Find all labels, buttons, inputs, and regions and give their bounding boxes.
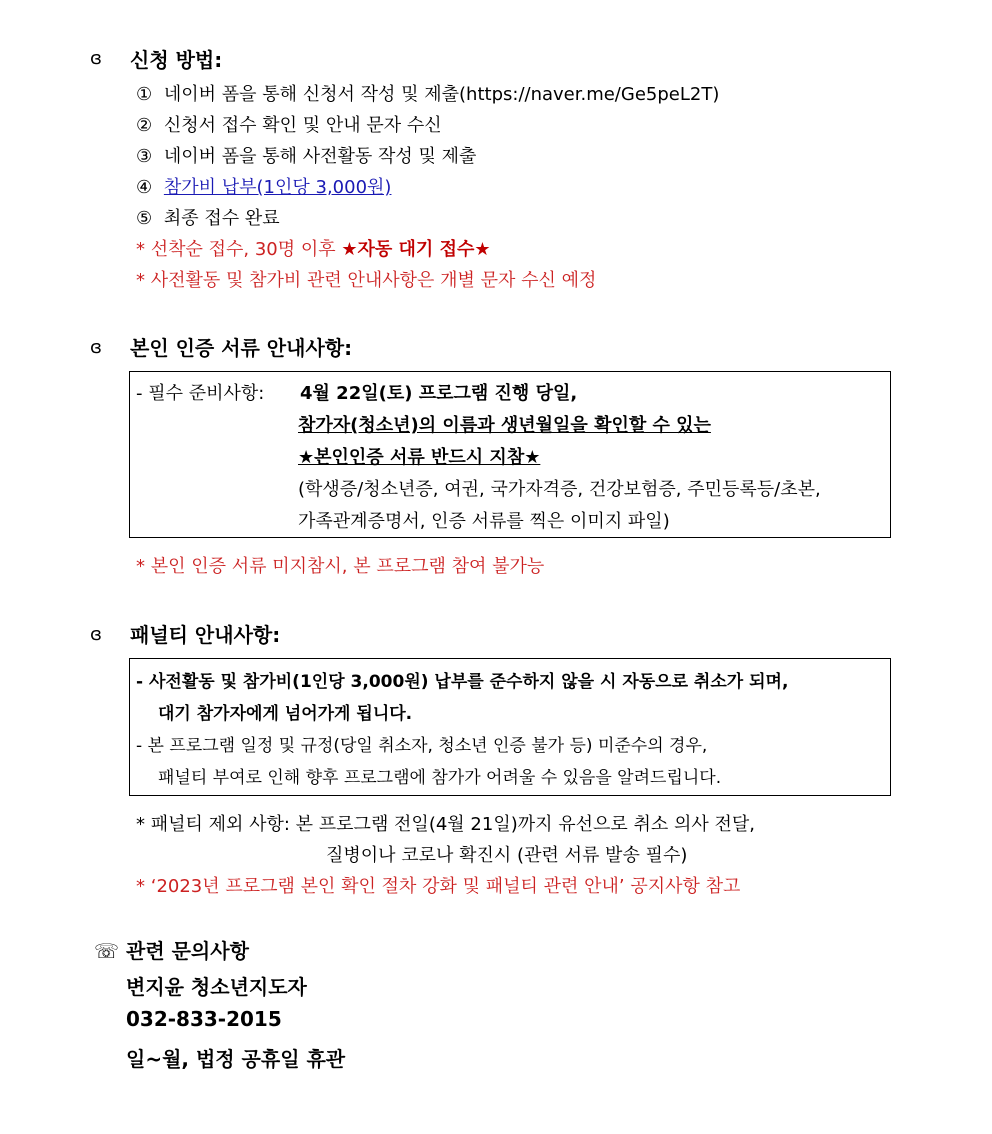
penalty-exception-note: * 패널티 제외 사항: 본 프로그램 전일(4월 21일)까지 유선으로 취소 의사 전달, <box>136 814 755 835</box>
contact-heading: 관련 문의사항 <box>126 939 249 963</box>
step-text: 신청서 접수 확인 및 안내 문자 수신 <box>163 115 442 136</box>
auto-waitlist-emphasis: ★자동 대기 접수★ <box>341 239 491 260</box>
contact-hours: 일~월, 법정 공휴일 휴관 <box>126 1047 346 1071</box>
step-number: ⑤ <box>136 208 153 229</box>
section-bullet-icon: ɞ <box>90 48 102 69</box>
apply-step-1 <box>136 80 719 106</box>
fee-payment-link[interactable]: 참가비 납부(1인당 3,000원) <box>163 177 392 198</box>
step-number: ③ <box>136 146 153 167</box>
contact-phone: 032-833-2015 <box>126 1007 282 1031</box>
apply-note-sms: * 사전활동 및 참가비 관련 안내사항은 개별 문자 수신 예정 <box>136 270 597 291</box>
id-docs-line-must-bring: ★본인인증 서류 반드시 지참★ <box>298 447 541 468</box>
id-heading: 본인 인증 서류 안내사항: <box>130 336 353 360</box>
penalty-heading: 패널티 안내사항: <box>130 623 281 647</box>
section-bullet-icon: ɞ <box>90 337 102 358</box>
penalty-line-2: 대기 참가자에게 넘어가게 됩니다. <box>158 704 413 724</box>
step-text: 네이버 폼을 통해 사전활동 작성 및 제출 <box>163 146 477 167</box>
penalty-line-3: - 본 프로그램 일정 및 규정(당일 취소자, 청소년 인증 불가 등) 미준수의 경우, <box>136 736 708 756</box>
penalty-notice-reference: * ‘2023년 프로그램 본인 확인 절차 강화 및 패널티 관련 안내’ 공지사항 참고 <box>136 876 741 897</box>
step-number: ② <box>136 115 153 136</box>
penalty-line-1: - 사전활동 및 참가비(1인당 3,000원) 납부를 준수하지 않을 시 자동으로 취소가 되며, <box>136 672 789 692</box>
id-docs-line-list: (학생증/청소년증, 여권, 국가자격증, 건강보험증, 주민등록등/초본, <box>298 479 821 500</box>
id-docs-line-list-cont: 가족관계증명서, 인증 서류를 찍은 이미지 파일) <box>298 511 670 532</box>
phone-icon: ☏ <box>94 939 120 963</box>
step-number: ① <box>136 84 153 105</box>
apply-note-waitlist <box>136 235 490 261</box>
id-docs-note: * 본인 인증 서류 미지참시, 본 프로그램 참여 불가능 <box>136 556 545 577</box>
apply-heading: 신청 방법: <box>130 48 223 72</box>
step-text: 최종 접수 완료 <box>163 208 280 229</box>
id-docs-line-verify: 참가자(청소년)의 이름과 생년월일을 확인할 수 있는 <box>298 415 711 436</box>
id-docs-label: - 필수 준비사항: <box>136 383 265 404</box>
step-number: ④ <box>136 177 153 198</box>
apply-step-4 <box>136 173 391 199</box>
id-docs-line-date: 4월 22일(토) 프로그램 진행 당일, <box>300 383 578 404</box>
penalty-exception-note-cont: 질병이나 코로나 확진시 (관련 서류 발송 필수) <box>326 845 688 866</box>
apply-step-5 <box>136 204 280 230</box>
note-text: * 선착순 접수, 30명 이후 <box>136 239 342 260</box>
apply-step-3 <box>136 142 476 168</box>
section-bullet-icon: ɞ <box>90 624 102 645</box>
step-text: 네이버 폼을 통해 신청서 작성 및 제출(https://naver.me/Ge5peL2T) <box>163 84 720 105</box>
apply-step-2 <box>136 111 442 137</box>
contact-name: 변지윤 청소년지도자 <box>126 975 307 999</box>
penalty-line-4: 패널티 부여로 인해 향후 프로그램에 참가가 어려울 수 있음을 알려드립니다. <box>158 768 722 788</box>
